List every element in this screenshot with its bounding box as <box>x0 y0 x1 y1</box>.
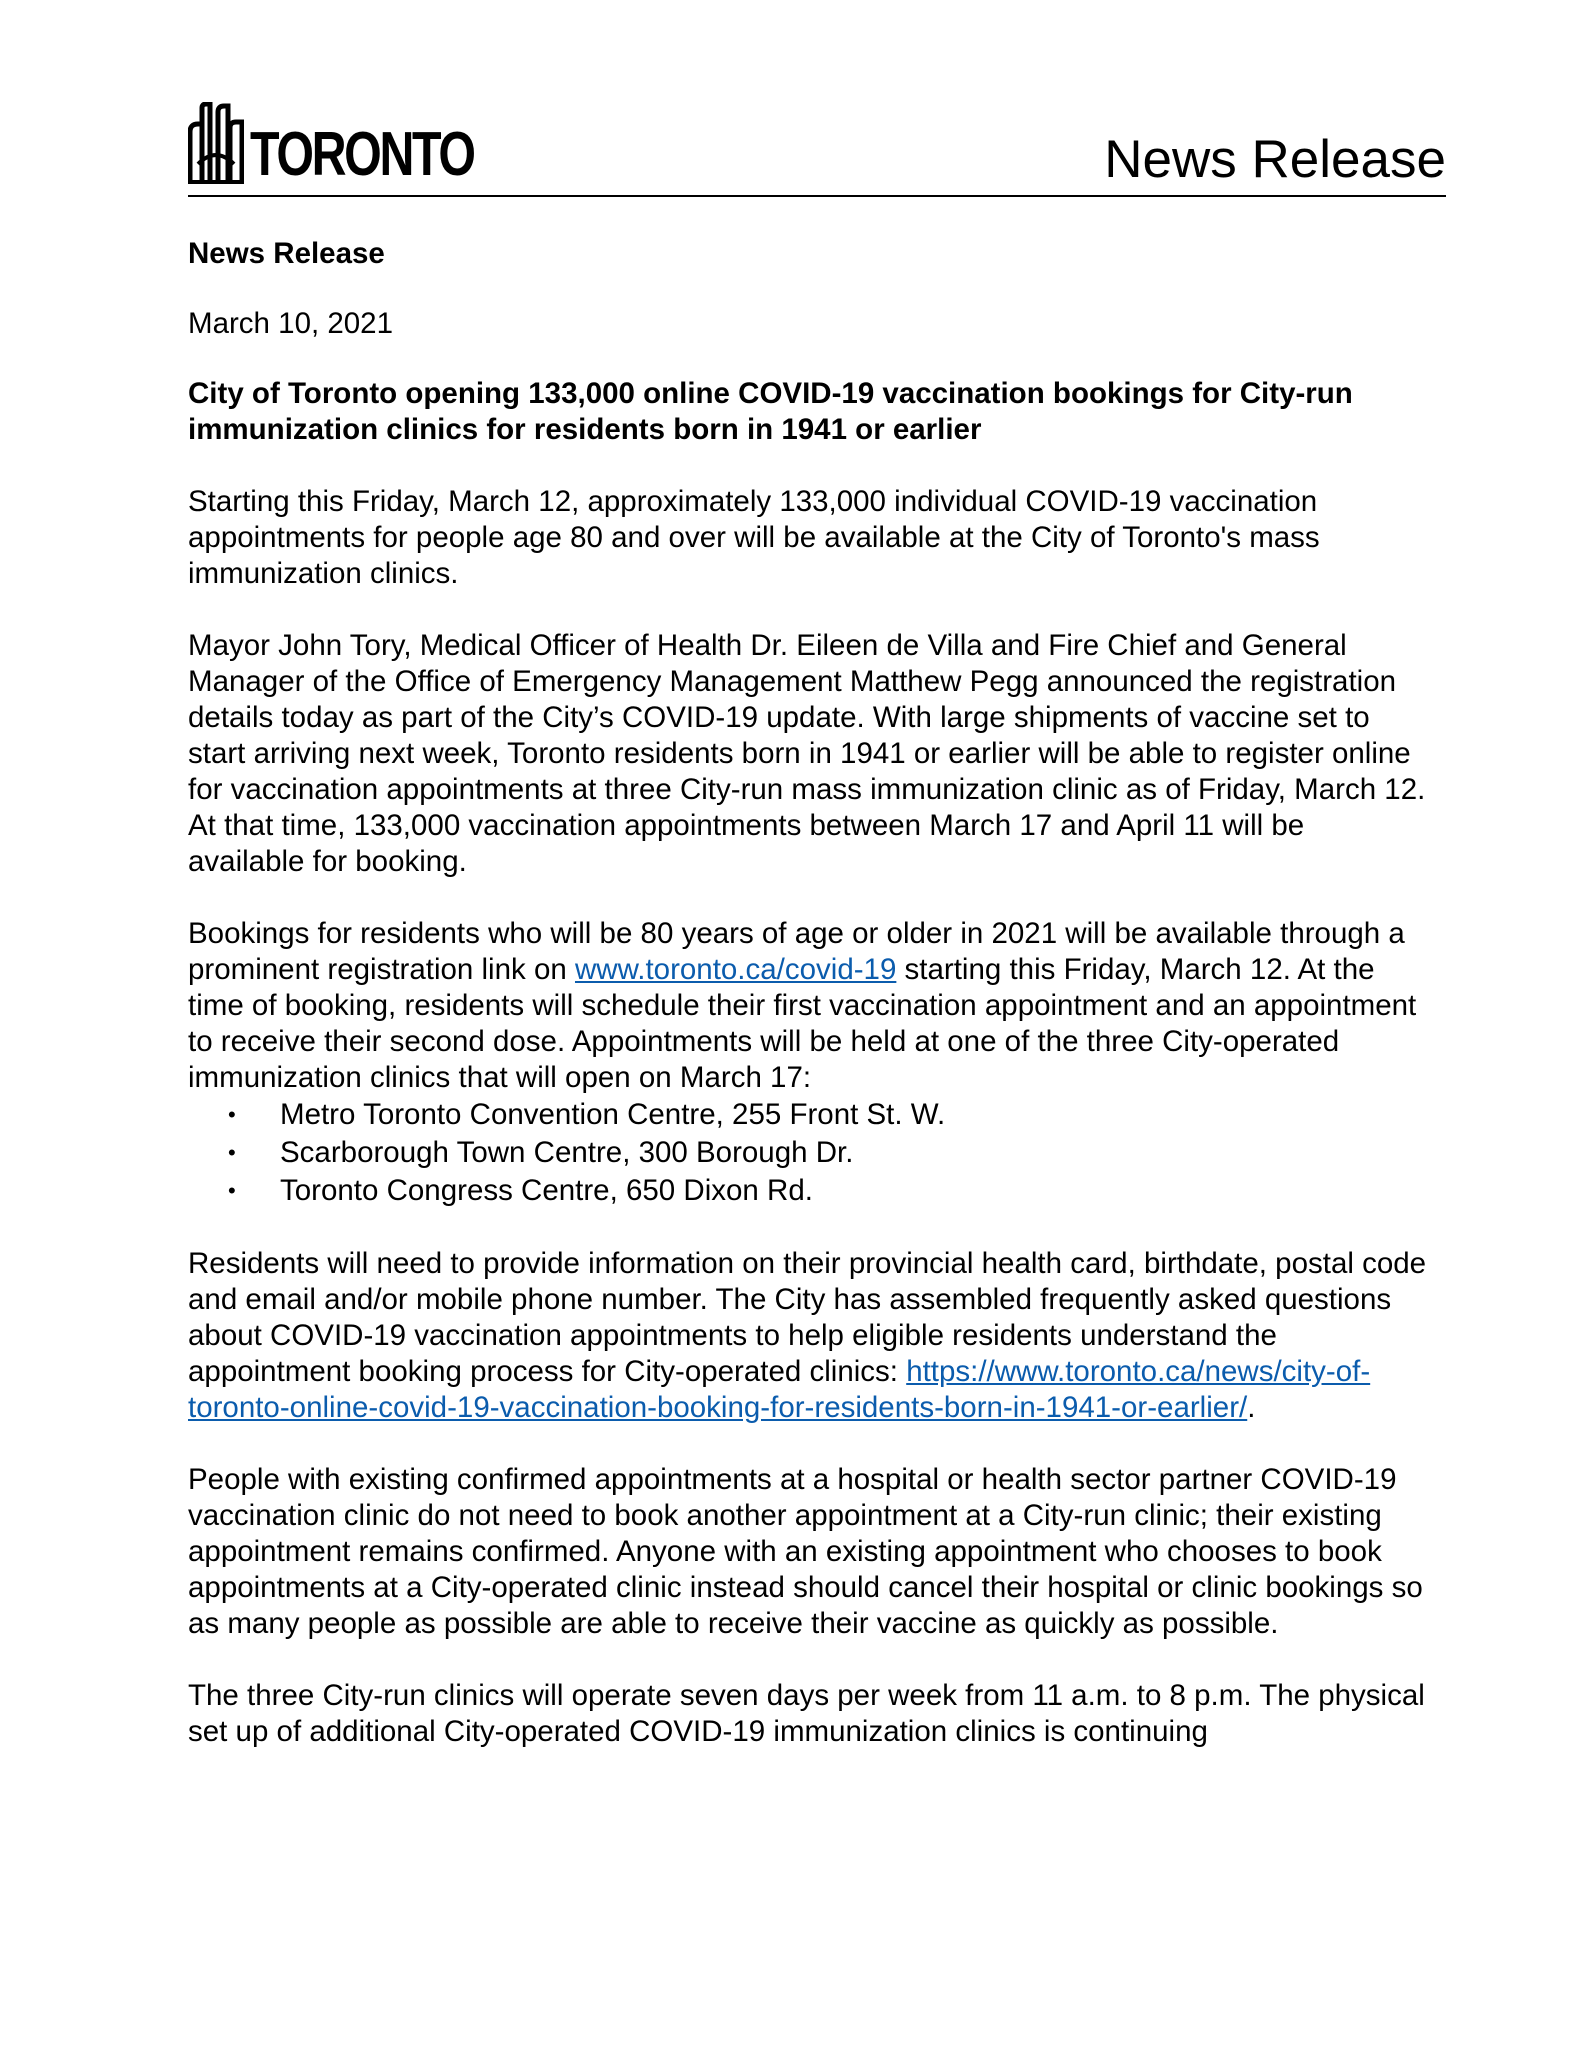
city-hall-icon <box>188 102 244 184</box>
paragraph-4 <box>188 1246 1428 1426</box>
paragraph-5: People with existing confirmed appointments at a hospital or health sector partner COVID-19 vaccination clinic do not need to book another appointment at a City-run clinic; their existing appointment remains confirmed. Anyone with an existing appointment who chooses to book appointments at a City-operated clinic instead should cancel their hospital or clinic bookings so as many people as possible are able to receive their vaccine as quickly as possible. <box>188 1463 1423 1640</box>
faq-page-link[interactable]: https://www.toronto.ca/news/city-of-toronto-online-covid-19-vaccination-booking-for-residents-born-in-1941-or-earlier/ <box>188 1355 1371 1424</box>
clinic-name: Toronto Congress Centre, 650 Dixon Rd. <box>280 1174 813 1207</box>
list-item <box>228 1096 1428 1134</box>
paragraph-3-text-before: Bookings for residents who will be 80 years of age or older in 2021 will be available through a prominent registration link on <box>188 917 1405 986</box>
paragraph-4-text-after: . <box>1247 1391 1256 1424</box>
paragraph-3-text-after: starting this Friday, March 12. At the time of booking, residents will schedule their first vaccination appointment and an appointment to receive their second dose. Appointments will be held at one of the three City-operated immunization clinics that will open on March 17: <box>188 953 1417 1094</box>
paragraph-3 <box>188 916 1428 1096</box>
clinic-name: Scarborough Town Centre, 300 Borough Dr. <box>280 1136 854 1169</box>
paragraph-4-text-before: Residents will need to provide information on their provincial health card, birthdate, postal code and email and/or mobile phone number. The City has assembled frequently asked questions about COVID-19 vaccination appointments to help eligible residents understand the appointment booking process for City-operated clinics: <box>188 1247 1427 1388</box>
release-label: News Release <box>188 237 385 270</box>
header-title: News Release <box>1104 130 1446 189</box>
header-divider <box>188 195 1446 197</box>
release-date: March 10, 2021 <box>188 307 393 340</box>
bullet-icon: • <box>228 1178 236 1203</box>
logo-wordmark: TORONTO <box>250 120 474 189</box>
release-headline: City of Toronto opening 133,000 online COVID-19 vaccination bookings for City-run immunization clinics for residents born in 1941 or earlier <box>188 377 1353 446</box>
clinic-list <box>188 1096 1428 1210</box>
list-item <box>228 1172 1428 1210</box>
release-body <box>188 236 1428 1786</box>
letterhead <box>188 100 1446 198</box>
paragraph-6: The three City-run clinics will operate seven days per week from 11 a.m. to 8 p.m. The physical set up of additional City-operated COVID-19 immunization clinics is continuing <box>188 1679 1425 1748</box>
paragraph-1: Starting this Friday, March 12, approximately 133,000 individual COVID-19 vaccination appointments for people age 80 and over will be available at the City of Toronto's mass immunization clinics. <box>188 485 1320 590</box>
bullet-icon: • <box>228 1140 236 1165</box>
clinic-name: Metro Toronto Convention Centre, 255 Front St. W. <box>280 1098 946 1131</box>
paragraph-2: Mayor John Tory, Medical Officer of Health Dr. Eileen de Villa and Fire Chief and General Manager of the Office of Emergency Management Matthew Pegg announced the registration details today as part of the City’s COVID-19 update. With large shipments of vaccine set to start arriving next week, Toronto residents born in 1941 or earlier will be able to register online for vaccination appointments at three City-run mass immunization clinic as of Friday, March 12. At that time, 133,000 vaccination appointments between March 17 and April 11 will be available for booking. <box>188 629 1426 878</box>
covid-19-page-link[interactable]: www.toronto.ca/covid-19 <box>574 953 897 986</box>
toronto-logo <box>188 102 537 189</box>
bullet-icon: • <box>228 1102 236 1127</box>
list-item <box>228 1134 1428 1172</box>
